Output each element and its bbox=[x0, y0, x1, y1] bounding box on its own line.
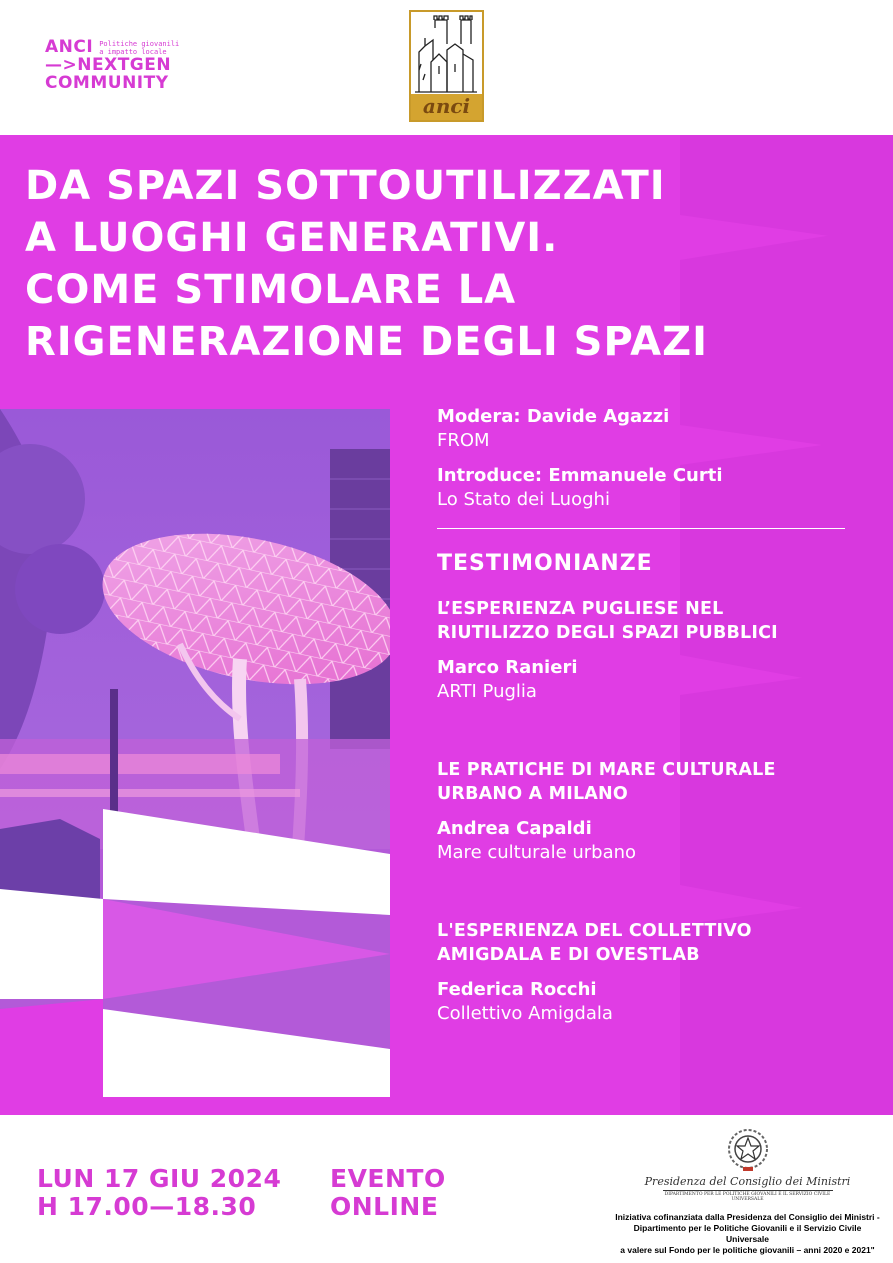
event-mode-line-1: EVENTO bbox=[330, 1164, 446, 1193]
republic-emblem-icon bbox=[726, 1127, 770, 1173]
architecture-photo bbox=[0, 409, 390, 1097]
talk-title-line-2: AMIGDALA E DI OVESTLAB bbox=[437, 945, 700, 965]
funding-note-line-1: Iniziativa cofinanziata dalla Presidenza del Consiglio dei Ministri - bbox=[615, 1212, 880, 1222]
title-line-4: RIGENERAZIONE DEGLI SPAZI bbox=[25, 319, 708, 365]
anci-towers-icon bbox=[411, 14, 482, 94]
presidency-name: Presidenza del Consiglio dei Ministri bbox=[644, 1175, 851, 1188]
main-panel bbox=[0, 135, 893, 1115]
nextgen-community-logo bbox=[45, 38, 179, 92]
testimony-org: Collettivo Amigdala bbox=[437, 1003, 613, 1024]
event-time: H 17.00—18.30 bbox=[37, 1192, 257, 1221]
intro-org: Lo Stato dei Luoghi bbox=[437, 489, 610, 510]
event-datetime bbox=[37, 1165, 281, 1221]
brand-nextgen: —>NEXTGEN bbox=[45, 55, 172, 75]
title-line-1: DA SPAZI SOTTOUTILIZZATI bbox=[25, 163, 666, 209]
title-line-3: COME STIMOLARE LA bbox=[25, 267, 517, 313]
testimony-item bbox=[437, 597, 857, 704]
title-line-2: A LUOGHI GENERATIVI. bbox=[25, 215, 559, 261]
speakers-panel bbox=[437, 405, 857, 1026]
moderator-org: FROM bbox=[437, 430, 490, 451]
testimony-item bbox=[437, 919, 857, 1026]
event-date: LUN 17 GIU 2024 bbox=[37, 1164, 282, 1193]
testimonianze-heading: TESTIMONIANZE bbox=[437, 551, 653, 576]
talk-title-line-1: L’ESPERIENZA PUGLIESE NEL bbox=[437, 599, 724, 619]
testimony-item bbox=[437, 758, 857, 865]
event-mode bbox=[330, 1165, 446, 1221]
moderator-name: Modera: Davide Agazzi bbox=[437, 406, 670, 427]
talk-title-line-2: URBANO A MILANO bbox=[437, 784, 628, 804]
presidency-credit bbox=[615, 1127, 880, 1256]
intro-name: Introduce: Emmanuele Curti bbox=[437, 465, 723, 486]
funding-note-line-3: a valere sul Fondo per le politiche giovanili – anni 2020 e 2021" bbox=[620, 1245, 875, 1255]
brand-anci: ANCI bbox=[45, 37, 94, 57]
brand-community: COMMUNITY bbox=[45, 73, 169, 93]
brand-tagline-2: a impatto locale bbox=[99, 48, 167, 56]
brand-tagline-1: Politiche giovanili bbox=[99, 40, 180, 48]
testimony-org: ARTI Puglia bbox=[437, 681, 537, 702]
header bbox=[0, 0, 893, 135]
talk-title-line-1: LE PRATICHE DI MARE CULTURALE bbox=[437, 760, 776, 780]
event-title bbox=[25, 160, 708, 368]
testimony-org: Mare culturale urbano bbox=[437, 842, 637, 863]
talk-title-line-1: L'ESPERIENZA DEL COLLETTIVO bbox=[437, 921, 752, 941]
anci-logo-word: anci bbox=[411, 94, 482, 120]
department-name: DIPARTIMENTO PER LE POLITICHE GIOVANILI E IL SERVIZIO CIVILE UNIVERSALE bbox=[663, 1190, 833, 1202]
footer bbox=[0, 1115, 893, 1263]
talk-title-line-2: RIUTILIZZO DEGLI SPAZI PUBBLICI bbox=[437, 623, 778, 643]
funding-note bbox=[615, 1212, 880, 1256]
funding-note-line-2: Dipartimento per le Politiche Giovanili e il Servizio Civile Universale bbox=[633, 1223, 862, 1244]
testimony-name: Marco Ranieri bbox=[437, 657, 578, 678]
testimony-name: Federica Rocchi bbox=[437, 979, 597, 1000]
divider bbox=[437, 528, 845, 529]
testimony-name: Andrea Capaldi bbox=[437, 818, 592, 839]
event-mode-line-2: ONLINE bbox=[330, 1192, 439, 1221]
anci-logo-icon bbox=[409, 10, 484, 122]
